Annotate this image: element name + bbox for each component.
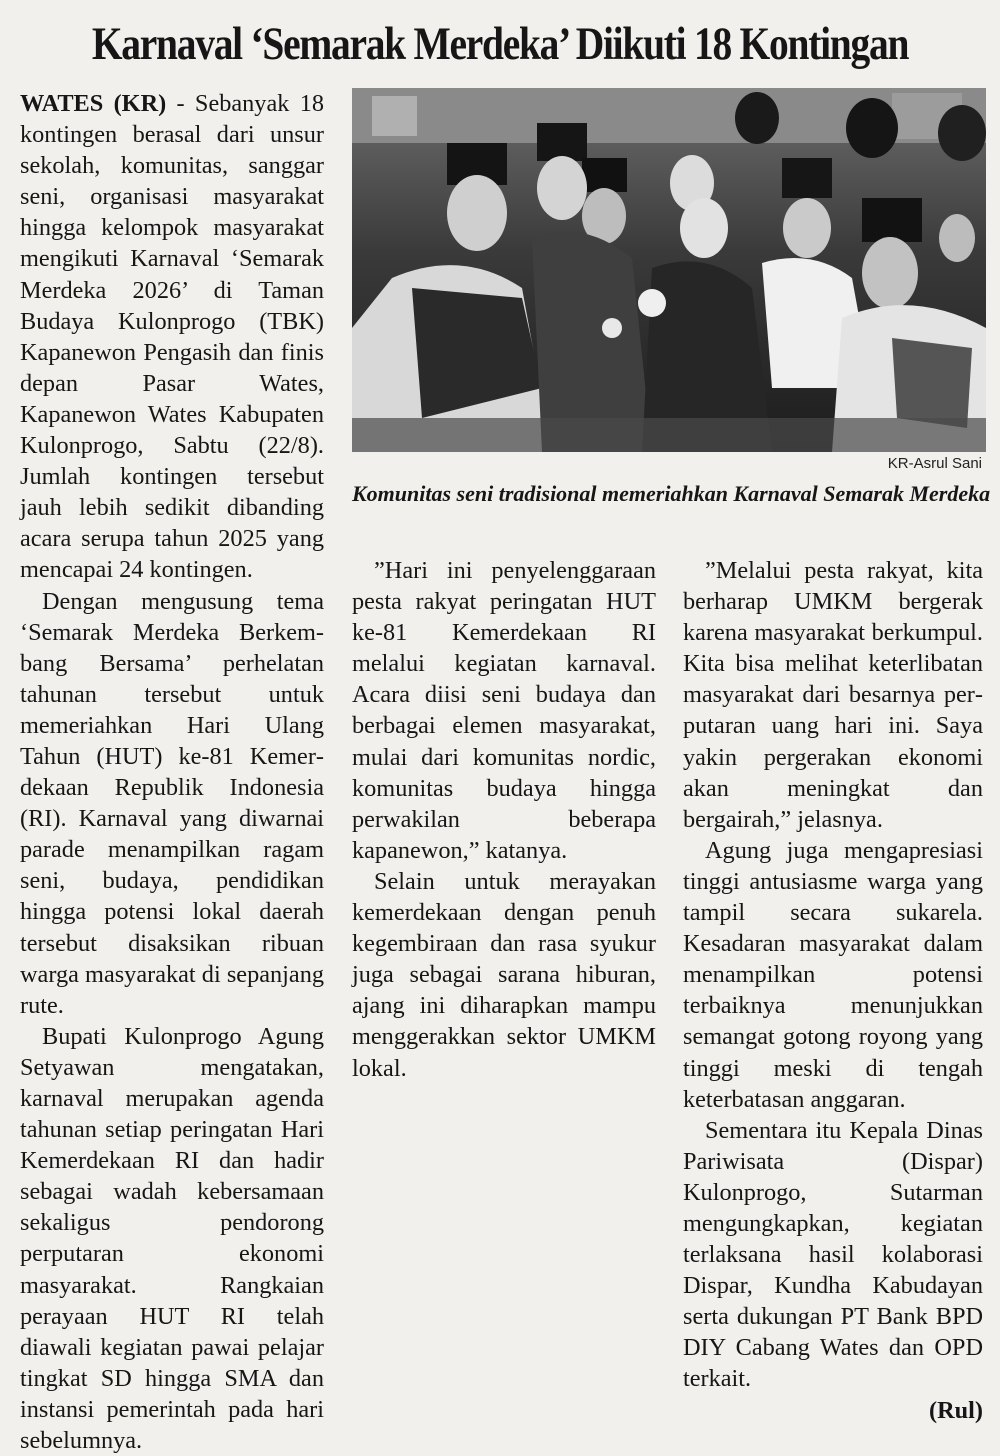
paragraph-2: Dengan mengusung tema ‘Semarak Merdeka Berkembang Bersama’ perhelatan tahunan tersebut untuk memeriahkan Hari Ulang Tahun (HUT) ke-81 Kemerdekaan Republik Indonesia (RI). Karnaval yang diwarnai parade menampilkan ragam seni, budaya, pendidikan hingga potensi lokal daerah tersebut disaksikan ribuan warga masyarakat di sepanjang rute. [20,587,324,1019]
paragraph-5: Selain untuk merayakan kemerdekaan dengan penuh kegembiraan dan rasa syukur juga sebagai sarana hiburan, ajang ini diharapkan mampu menggerakkan sektor UMKM lokal. [352,867,656,1082]
news-photo [352,88,986,452]
article-column-1 [20,88,324,1456]
article-column-3 [683,555,983,1426]
author-signature: (Rul) [929,1396,983,1424]
paragraph-1-text: - Sebanyak 18 kontingen berasal dari unsur sekolah, komunitas, sanggar seni, organisasi masyarakat hingga kelompok masyarakat mengikuti Karnaval ‘Semarak Merdeka 2026’ di Taman Budaya Kulonprogo (TBK) Kapanewon Pengasih dan finis depan Pasar Wates, Kapanewon Wates Kabupaten Kulonprogo, Sabtu (22/8). Jumlah kontingen tersebut jauh lebih sedikit dibanding acara serupa tahun 2025 yang mencapai 24 kontingen. [20,90,324,584]
dateline: WATES (KR) [20,90,167,117]
article-column-2 [352,555,656,1084]
paragraph-6: ”Melalui pesta rakyat, kita berharap UMKM bergerak karena masyarakat berkumpul. Kita bisa melihat keterlibatan masyarakat dari besarnya perputaran uang hari ini. Saya yakin pergerakan ekonomi akan meningkat dan bergairah,” jelasnya. [683,557,983,833]
article-end [683,1395,983,1426]
paragraph-4: ”Hari ini penyelenggaraan pesta rakyat peringatan HUT ke-81 Kemerdekaan RI melalui kegiatan karnaval. Acara diisi seni budaya dan berbagai elemen masyarakat, mulai dari komunitas nordic, komunitas budaya hingga perwakilan beberapa kapanewon,” katanya. [352,557,656,864]
paragraph-1 [20,88,324,586]
paragraph-3: Bupati Kulonprogo Agung Setyawan mengatakan, karnaval merupakan agenda tahunan setiap peringatan Hari Kemerdekaan RI dan hadir sebagai wadah kebersamaan sekaligus pendorong perputaran ekonomi masyarakat. Rangkaian perayaan HUT RI telah diawali kegiatan pawai pelajar tingkat SD hingga SMA dan instansi pemerintah pada hari sebelumnya. [20,1022,324,1455]
headline: Karnaval ‘Semarak Merdeka’ Diikuti 18 Kontingan [91,18,909,70]
paragraph-7: Agung juga mengapresiasi tinggi antusiasme warga yang tampil secara sukarela. Kesadaran masyarakat dalam menampilkan potensi terbaiknya menunjukkan semangat gotong royong yang tinggi meski di tengah keterbatasan anggaran. [683,836,983,1113]
photo-credit: KR-Asrul Sani [887,455,982,472]
paragraph-8: Sementara itu Kepala Dinas Pariwisata (Dispar) Kulonprogo, Sutarman mengungkapkan, kegiatan terlaksana hasil kolaborasi Dispar, Kundha Kabudayan serta dukungan PT Bank BPD DIY Cabang Wates dan OPD terkait. [683,1116,983,1393]
carnival-photo-illustration [352,88,986,452]
photo-caption: Komunitas seni tradisional memeriahkan Karnaval Semarak Merdeka [352,481,991,506]
